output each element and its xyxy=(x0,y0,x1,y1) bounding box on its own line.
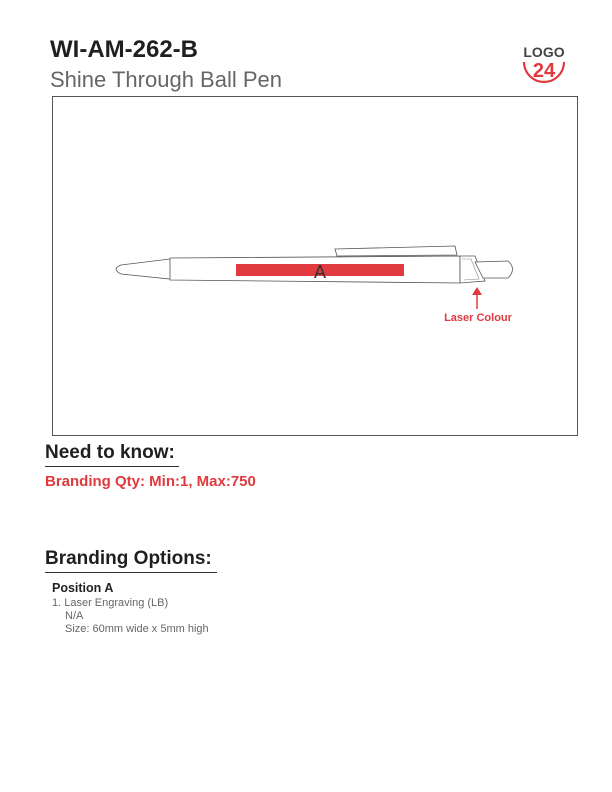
pen-tip xyxy=(116,259,170,279)
arrow-head-icon xyxy=(472,287,482,295)
position-title: Position A xyxy=(52,581,114,595)
need-to-know-heading: Need to know: xyxy=(45,442,179,467)
logo-text-bottom: 24 xyxy=(532,60,556,82)
branding-qty: Branding Qty: Min:1, Max:750 xyxy=(45,473,256,490)
laser-colour-label: Laser Colour xyxy=(444,312,512,324)
logo-text-top: LOGO xyxy=(523,44,565,60)
product-name: Shine Through Ball Pen xyxy=(50,67,282,92)
pen-diagram xyxy=(53,97,577,435)
position-a-label: A xyxy=(313,262,327,282)
logo24-logo xyxy=(518,38,570,88)
branding-options-heading: Branding Options: xyxy=(45,548,217,573)
branding-size: Size: 60mm wide x 5mm high xyxy=(65,623,209,635)
pen-clip xyxy=(335,246,457,256)
branding-note: N/A xyxy=(65,610,84,622)
branding-method: 1. Laser Engraving (LB) xyxy=(52,597,169,609)
product-diagram-frame xyxy=(52,96,578,436)
product-code: WI-AM-262-B xyxy=(50,36,198,63)
